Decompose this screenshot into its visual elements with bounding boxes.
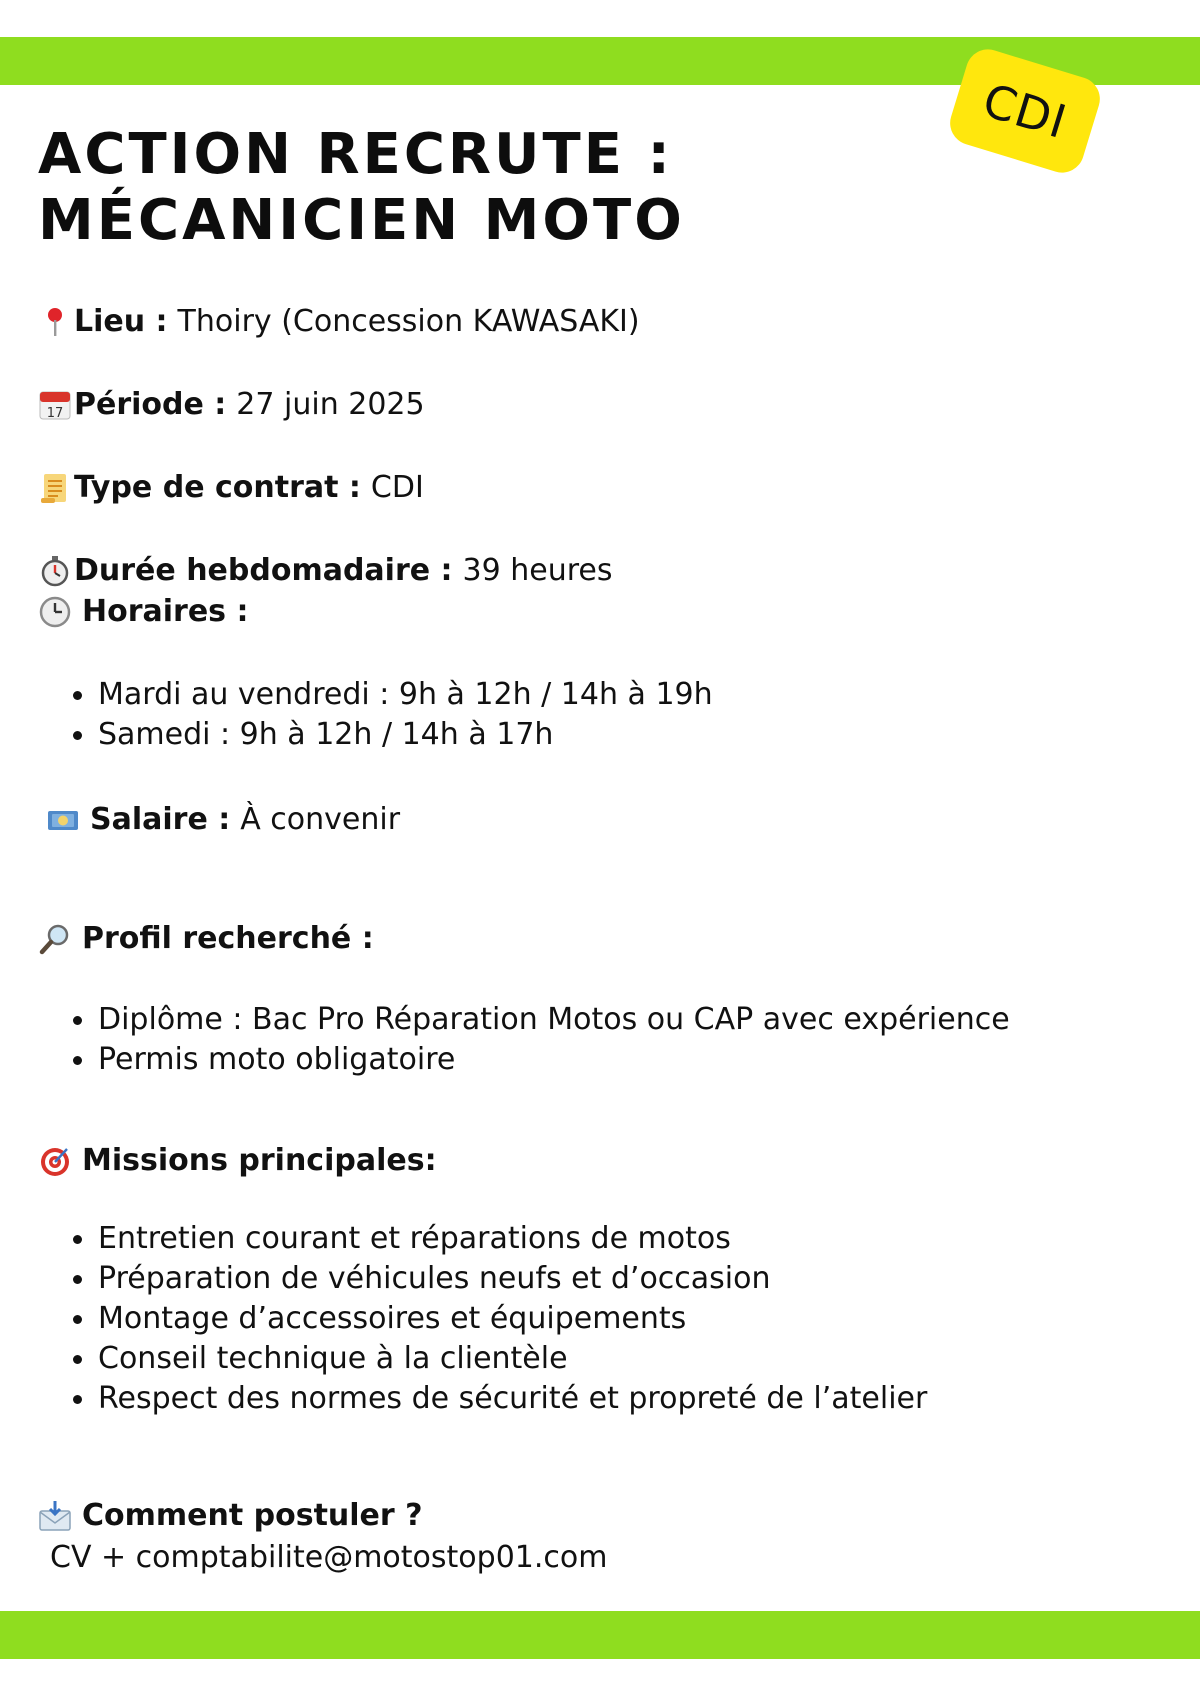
title-line-1: ACTION RECRUTE : — [38, 122, 673, 187]
profil-row — [38, 919, 384, 959]
horaires-list — [98, 675, 713, 755]
lieu-value: Thoiry (Concession KAWASAKI) — [177, 304, 640, 339]
list-item: Respect des normes de sécurité et propreté de l’atelier — [98, 1379, 927, 1419]
svg-text:17: 17 — [46, 406, 64, 421]
cdi-badge-label: CDI — [976, 72, 1074, 150]
horaires-label: Horaires : — [82, 594, 249, 629]
list-item: Entretien courant et réparations de motos — [98, 1219, 927, 1259]
salaire-row — [38, 800, 400, 840]
euro-banknote-icon — [46, 803, 80, 837]
duree-value: 39 heures — [462, 553, 613, 588]
list-item: Permis moto obligatoire — [98, 1040, 1010, 1080]
periode-label: Période : — [74, 387, 227, 422]
horaires-row — [38, 592, 258, 632]
page-with-curl-icon — [38, 471, 72, 505]
clock-icon — [38, 595, 72, 629]
duree-row — [38, 551, 613, 591]
profil-label: Profil recherché : — [82, 921, 374, 956]
bottom-green-band — [0, 1611, 1200, 1659]
contrat-row — [38, 468, 424, 508]
direct-hit-icon — [38, 1144, 72, 1178]
stopwatch-icon — [38, 554, 72, 588]
salaire-value: À convenir — [240, 802, 401, 837]
profil-list — [98, 1000, 1010, 1080]
apply-contact: CV + comptabilite@motostop01.com — [50, 1540, 608, 1575]
missions-label: Missions principales: — [82, 1143, 437, 1178]
missions-row — [38, 1141, 447, 1181]
calendar-icon — [38, 388, 72, 422]
contrat-value: CDI — [370, 470, 424, 505]
missions-list — [98, 1219, 927, 1419]
periode-value: 27 juin 2025 — [236, 387, 425, 422]
magnifying-glass-icon — [38, 922, 72, 956]
title-line-2: MÉCANICIEN MOTO — [38, 188, 685, 253]
list-item: Mardi au vendredi : 9h à 12h / 14h à 19h — [98, 675, 713, 715]
apply-label: Comment postuler ? — [82, 1498, 423, 1533]
periode-row — [38, 385, 425, 425]
duree-label: Durée hebdomadaire : — [74, 553, 453, 588]
contrat-label: Type de contrat : — [74, 470, 361, 505]
lieu-label: Lieu : — [74, 304, 168, 339]
list-item: Diplôme : Bac Pro Réparation Motos ou CAP avec expérience — [98, 1000, 1010, 1040]
list-item: Samedi : 9h à 12h / 14h à 17h — [98, 715, 713, 755]
list-item: Conseil technique à la clientèle — [98, 1339, 927, 1379]
lieu-row — [38, 302, 640, 342]
list-item: Montage d’accessoires et équipements — [98, 1299, 927, 1339]
page-title — [38, 122, 685, 254]
list-item: Préparation de véhicules neufs et d’occasion — [98, 1259, 927, 1299]
round-pushpin-icon — [38, 305, 72, 339]
apply-row — [38, 1496, 433, 1536]
salaire-label: Salaire : — [90, 802, 231, 837]
envelope-with-arrow-icon — [38, 1499, 72, 1533]
